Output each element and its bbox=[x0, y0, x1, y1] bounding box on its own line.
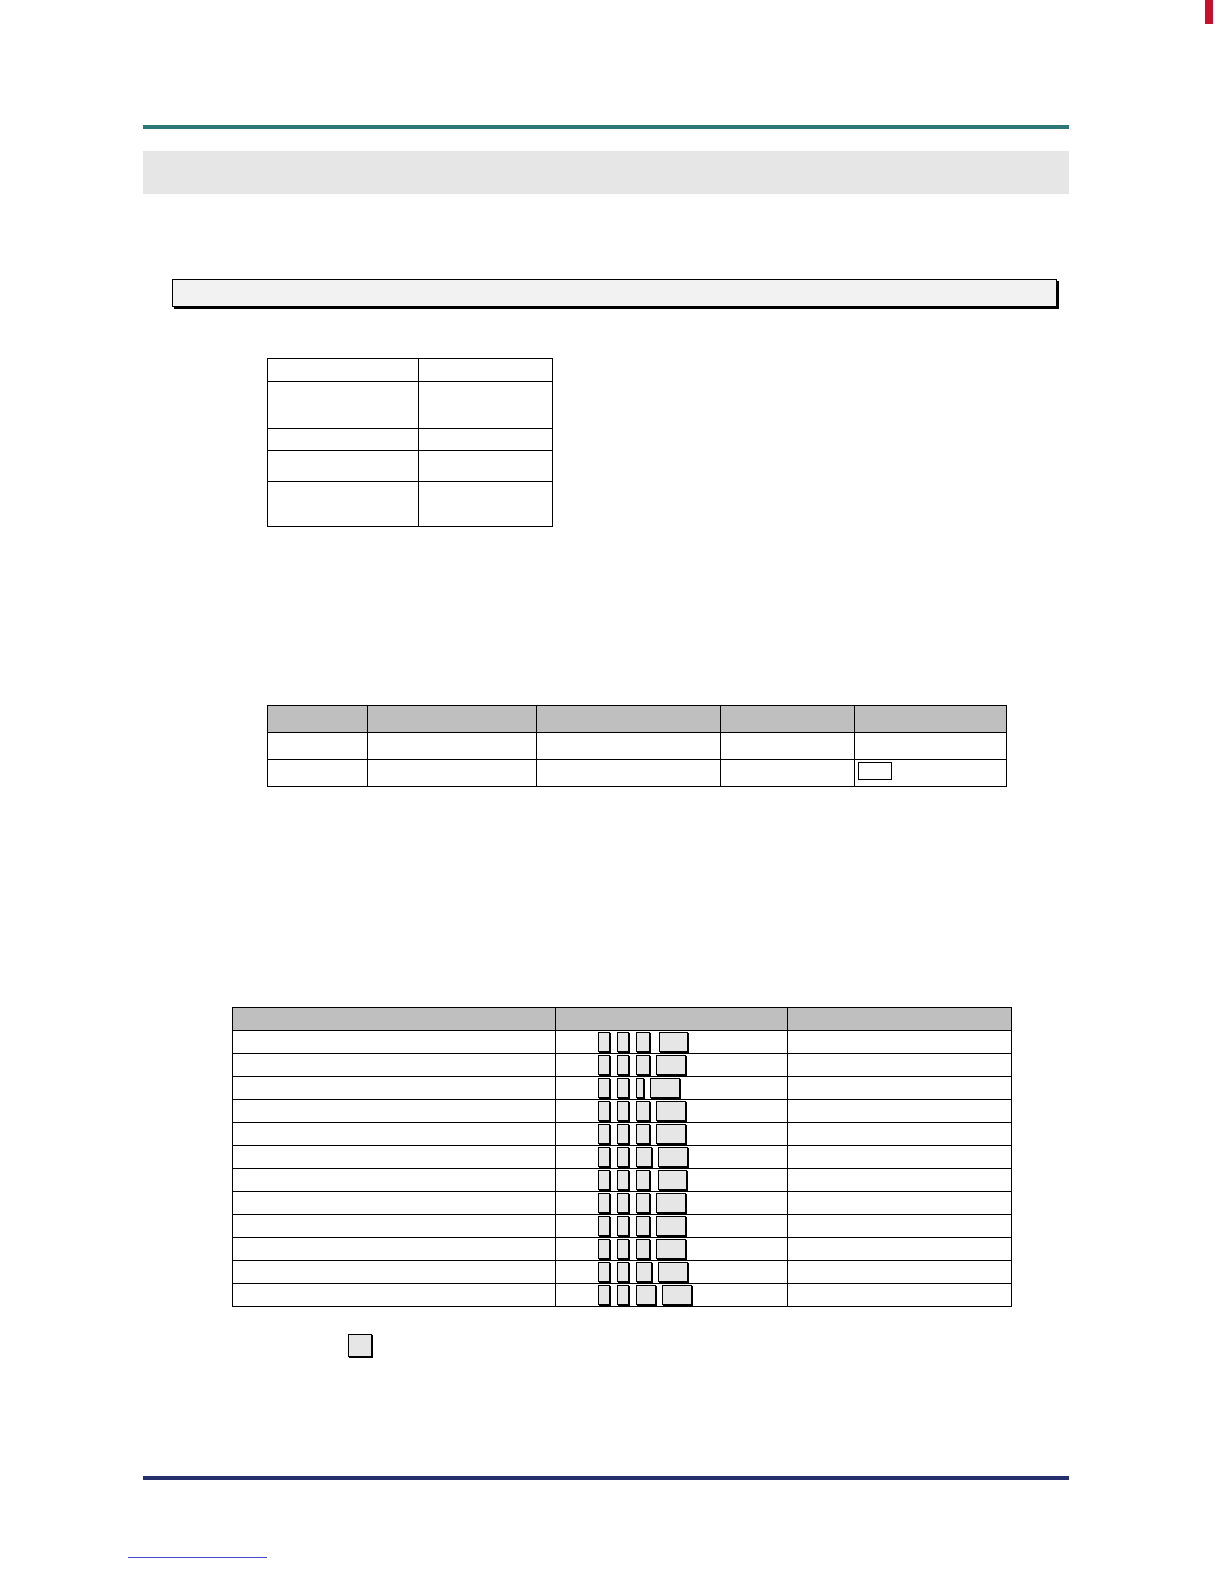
key-icon bbox=[598, 1101, 610, 1121]
key-icon bbox=[636, 1032, 650, 1052]
table-cell bbox=[788, 1215, 1012, 1238]
table-row bbox=[268, 359, 553, 382]
table-cell bbox=[233, 1169, 556, 1192]
key-combination bbox=[556, 1261, 787, 1283]
key-combination bbox=[556, 1169, 787, 1191]
key-icon bbox=[617, 1124, 629, 1144]
table-cell bbox=[788, 1192, 1012, 1215]
table-cell bbox=[419, 382, 553, 429]
table-cell bbox=[233, 1077, 556, 1100]
key-combination bbox=[556, 1123, 787, 1145]
key-icon bbox=[656, 1101, 686, 1121]
table-row bbox=[233, 1100, 1012, 1123]
key-icon bbox=[662, 1285, 692, 1305]
key-icon bbox=[598, 1032, 610, 1052]
key-combination bbox=[556, 1215, 787, 1237]
key-icon bbox=[659, 1032, 688, 1052]
table-cell bbox=[233, 1054, 556, 1077]
key-icon bbox=[636, 1055, 650, 1075]
io-table bbox=[267, 705, 1007, 787]
key-icon bbox=[617, 1216, 629, 1236]
table-cell bbox=[788, 1100, 1012, 1123]
table-row bbox=[233, 1169, 1012, 1192]
table-cell bbox=[788, 1054, 1012, 1077]
table-cell bbox=[556, 1261, 788, 1284]
table-cell bbox=[556, 1169, 788, 1192]
table-cell bbox=[368, 733, 537, 760]
table-row bbox=[233, 1261, 1012, 1284]
key-icon bbox=[636, 1285, 656, 1305]
key-combination bbox=[556, 1031, 787, 1053]
table-cell bbox=[233, 1100, 556, 1123]
key-icon bbox=[636, 1216, 650, 1236]
key-icon bbox=[617, 1078, 629, 1098]
key-icon bbox=[656, 1239, 686, 1259]
table-cell bbox=[855, 733, 1007, 760]
key-icon bbox=[598, 1055, 610, 1075]
table-cell bbox=[556, 1192, 788, 1215]
table-cell bbox=[556, 1284, 788, 1307]
key-combination bbox=[556, 1100, 787, 1122]
header-rule bbox=[143, 125, 1069, 129]
column-header bbox=[721, 706, 855, 733]
table-cell bbox=[556, 1054, 788, 1077]
table-header-row bbox=[268, 706, 1007, 733]
table-cell bbox=[556, 1146, 788, 1169]
table-row bbox=[268, 482, 553, 527]
section-title-band bbox=[143, 151, 1069, 194]
page-corner-mark bbox=[1205, 0, 1213, 24]
key-icon bbox=[617, 1101, 629, 1121]
table-cell bbox=[855, 760, 1007, 787]
key-icon bbox=[636, 1170, 650, 1190]
column-header bbox=[788, 1008, 1012, 1031]
key-combination bbox=[556, 1054, 787, 1076]
key-icon bbox=[636, 1262, 652, 1282]
table-cell bbox=[788, 1261, 1012, 1284]
key-icon bbox=[598, 1262, 610, 1282]
table-row bbox=[233, 1123, 1012, 1146]
table-cell bbox=[788, 1169, 1012, 1192]
table-row bbox=[268, 451, 553, 482]
key-icon bbox=[656, 1055, 686, 1075]
key-icon bbox=[598, 1239, 610, 1259]
key-icon bbox=[617, 1170, 629, 1190]
table-header-row bbox=[233, 1008, 1012, 1031]
table-cell bbox=[556, 1123, 788, 1146]
table-cell bbox=[788, 1123, 1012, 1146]
key-icon bbox=[617, 1262, 629, 1282]
spec-table bbox=[267, 358, 553, 527]
table-cell bbox=[556, 1031, 788, 1054]
key-icon bbox=[598, 1285, 610, 1305]
table-row bbox=[233, 1238, 1012, 1261]
key-icon bbox=[656, 1124, 686, 1144]
table-cell bbox=[537, 733, 721, 760]
table-cell bbox=[556, 1238, 788, 1261]
note-box bbox=[172, 279, 1057, 307]
key-combination bbox=[556, 1146, 787, 1168]
table-row bbox=[233, 1054, 1012, 1077]
key-icon bbox=[598, 1216, 610, 1236]
column-header bbox=[537, 706, 721, 733]
key-icon bbox=[617, 1032, 629, 1052]
key-icon bbox=[658, 1170, 687, 1190]
table-row bbox=[233, 1192, 1012, 1215]
table-cell bbox=[268, 760, 368, 787]
key-icon bbox=[598, 1124, 610, 1144]
column-header bbox=[268, 706, 368, 733]
table-row bbox=[233, 1284, 1012, 1307]
table-cell bbox=[788, 1146, 1012, 1169]
table-cell bbox=[268, 482, 419, 527]
table-cell bbox=[788, 1238, 1012, 1261]
table-cell bbox=[419, 429, 553, 451]
table-cell bbox=[556, 1100, 788, 1123]
table-cell bbox=[721, 760, 855, 787]
key-icon bbox=[858, 762, 892, 780]
table-cell bbox=[268, 429, 419, 451]
key-combination bbox=[556, 1238, 787, 1260]
table-cell bbox=[788, 1031, 1012, 1054]
table-cell bbox=[419, 359, 553, 382]
key-icon bbox=[598, 1193, 610, 1213]
key-icon bbox=[636, 1147, 652, 1167]
table-cell bbox=[419, 482, 553, 527]
table-cell bbox=[419, 451, 553, 482]
key-icon bbox=[658, 1147, 688, 1167]
column-header bbox=[368, 706, 537, 733]
table-cell bbox=[233, 1215, 556, 1238]
table-cell bbox=[268, 382, 419, 429]
table-row bbox=[233, 1077, 1012, 1100]
table-cell bbox=[556, 1077, 788, 1100]
table-row bbox=[268, 429, 553, 451]
key-icon bbox=[598, 1170, 610, 1190]
table-cell bbox=[788, 1077, 1012, 1100]
column-header bbox=[233, 1008, 556, 1031]
key-icon bbox=[636, 1239, 650, 1259]
table-cell bbox=[268, 451, 419, 482]
column-header bbox=[556, 1008, 788, 1031]
key-combination bbox=[556, 1192, 787, 1214]
table-cell bbox=[268, 733, 368, 760]
key-icon bbox=[656, 1193, 686, 1213]
table-row bbox=[233, 1031, 1012, 1054]
key-icon bbox=[617, 1193, 629, 1213]
column-header bbox=[855, 706, 1007, 733]
table-row bbox=[233, 1146, 1012, 1169]
table-cell bbox=[233, 1192, 556, 1215]
key-icon bbox=[636, 1078, 644, 1098]
table-cell bbox=[233, 1238, 556, 1261]
key-icon bbox=[636, 1101, 650, 1121]
footer-rule bbox=[143, 1476, 1069, 1480]
table-cell bbox=[537, 760, 721, 787]
key-icon bbox=[650, 1078, 680, 1098]
key-icon bbox=[348, 1334, 372, 1357]
key-icon bbox=[617, 1147, 629, 1167]
key-icon bbox=[617, 1285, 629, 1305]
table-cell bbox=[233, 1031, 556, 1054]
key-icon bbox=[617, 1239, 629, 1259]
key-icon bbox=[658, 1262, 688, 1282]
footer-link-underline[interactable] bbox=[128, 1557, 267, 1558]
key-table bbox=[232, 1007, 1012, 1307]
table-row bbox=[268, 382, 553, 429]
key-icon bbox=[636, 1124, 650, 1144]
table-cell bbox=[721, 733, 855, 760]
table-cell bbox=[233, 1284, 556, 1307]
key-combination bbox=[556, 1284, 787, 1306]
key-icon bbox=[598, 1147, 610, 1167]
table-cell bbox=[233, 1123, 556, 1146]
table-cell bbox=[233, 1146, 556, 1169]
key-combination bbox=[556, 1077, 787, 1099]
key-icon bbox=[636, 1193, 650, 1213]
table-cell bbox=[368, 760, 537, 787]
key-icon bbox=[617, 1055, 629, 1075]
table-row bbox=[268, 760, 1007, 787]
key-icon bbox=[598, 1078, 610, 1098]
table-cell bbox=[556, 1215, 788, 1238]
table-row bbox=[268, 733, 1007, 760]
table-cell bbox=[268, 359, 419, 382]
key-icon bbox=[656, 1216, 686, 1236]
table-cell bbox=[788, 1284, 1012, 1307]
table-row bbox=[233, 1215, 1012, 1238]
table-cell bbox=[233, 1261, 556, 1284]
